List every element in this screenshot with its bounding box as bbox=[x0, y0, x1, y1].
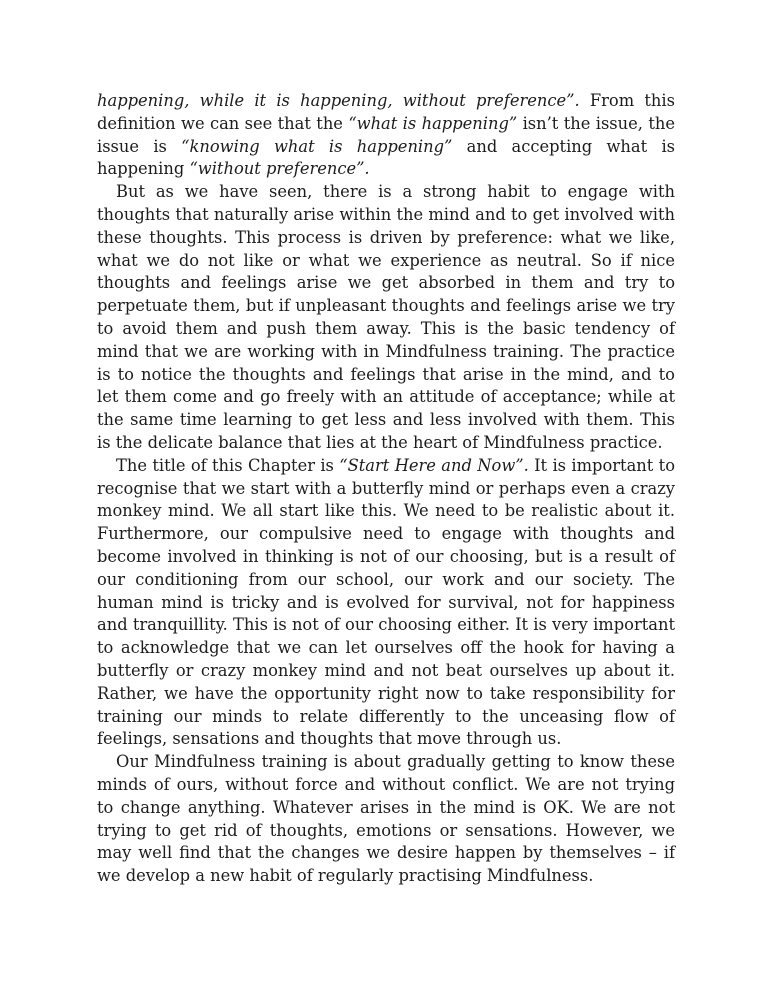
paragraph-chapter-title bbox=[97, 455, 675, 751]
text-run: isn’t the issue, the issue is bbox=[97, 113, 675, 156]
text-run: But as we have seen, there is a strong habit to engage with thoughts that naturally arise within the mind and to get involved with these thoughts. This process is driven by preference: what we like, what we do not like or what we experience as neutral. So if nice thoughts and feelings arise we get absorbed in them and try to perpetuate them, but if unpleasant thoughts and feelings arise we try to avoid them and push them away. This is the basic tendency of mind that we are working with in Mindfulness training. The practice is to notice the thoughts and feelings that arise in the mind, and to let them come and go freely with an attitude of acceptance; while at the same time learning to get less and less involved with them. This is the delicate balance that lies at the heart of Mindfulness practice. bbox=[97, 182, 675, 452]
italic-phrase: “what is happening” bbox=[348, 113, 518, 133]
italic-phrase: “Start Here and Now”. bbox=[339, 455, 529, 475]
italic-phrase: “without preference”. bbox=[189, 159, 370, 179]
text-run: The title of this Chapter is bbox=[116, 455, 340, 475]
paragraph-continuation bbox=[97, 90, 675, 181]
paragraph-mindfulness-training bbox=[97, 751, 675, 888]
text-run: and accepting what is happening bbox=[97, 136, 676, 179]
italic-phrase: “knowing what is happening” bbox=[181, 136, 453, 156]
paragraph-preference bbox=[97, 181, 675, 455]
text-run: Our Mindfulness training is about gradually getting to know these minds of ours, without force and without conflict. We are not trying to change anything. Whatever arises in the mind is OK. We are not trying to get rid of thoughts, emotions or sensations. However, we may well find that the changes we desire happen by themselves – if we develop a new habit of regularly practising Mindfulness. bbox=[97, 752, 675, 886]
text-run: It is important to recognise that we start with a butterfly mind or perhaps even a crazy monkey mind. We all start like this. We need to be realistic about it. Furthermore, our compulsive need to engage with thoughts and become involved in thinking is not of our choosing, but is a result of our conditioning from our school, our work and our society. The human mind is tricky and is evolved for survival, not for happiness and tranquillity. This is not of our choosing either. It is very important to acknowledge that we can let ourselves off the hook for having a butterfly or crazy monkey mind and not beat ourselves up about it. Rather, we have the opportunity right now to take responsibility for training our minds to relate differently to the unceasing flow of feelings, sensations and thoughts that move through us. bbox=[97, 455, 676, 749]
document-page bbox=[97, 90, 675, 888]
text-run: From this definition we can see that the bbox=[97, 91, 675, 133]
italic-phrase: happening, while it is happening, without preference”. bbox=[97, 91, 580, 110]
